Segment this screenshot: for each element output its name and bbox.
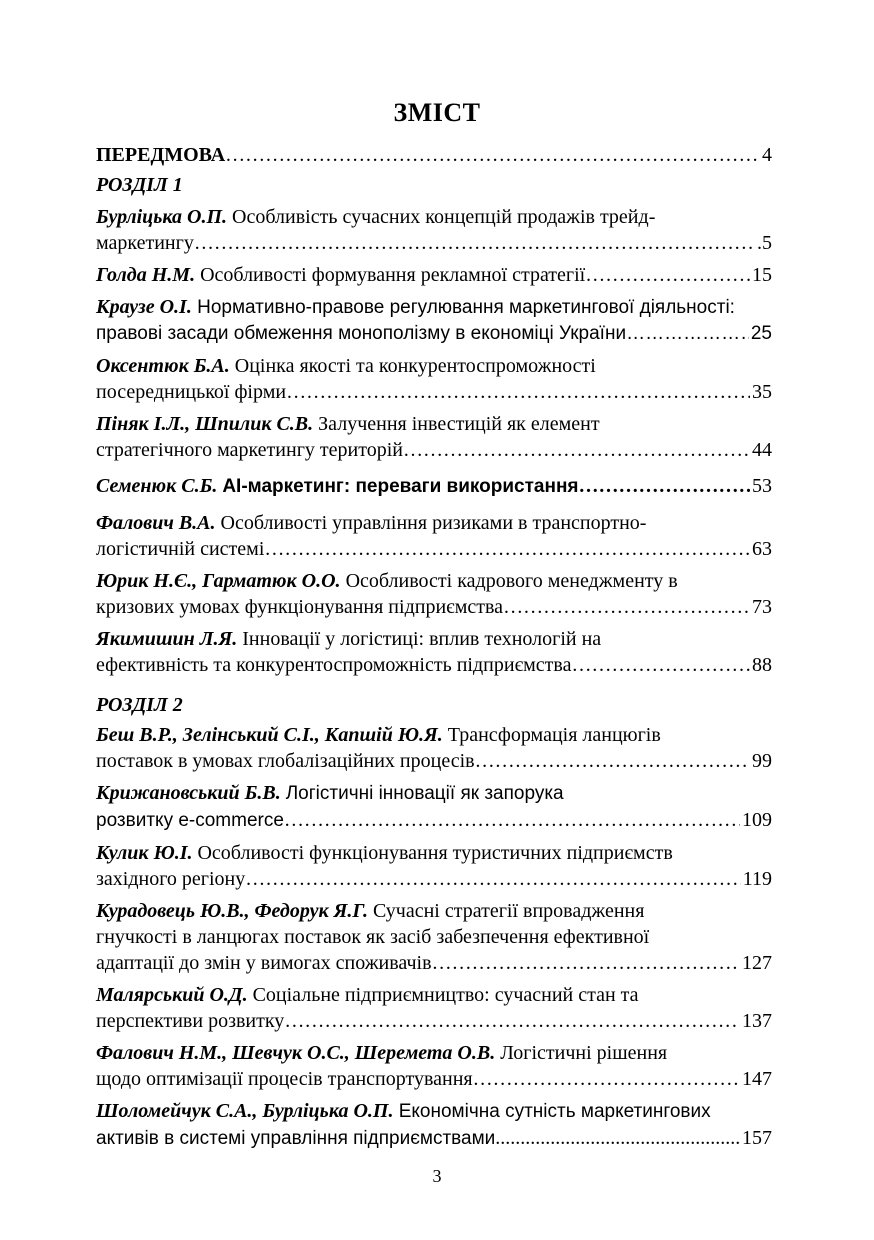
page-ref: 35 bbox=[752, 381, 772, 403]
entry-title: Особливості кадрового менеджменту в bbox=[345, 570, 678, 592]
entry-author: Якимишин Л.Я. bbox=[96, 628, 238, 650]
page-number: 3 bbox=[432, 1166, 442, 1186]
toc-entry[interactable] bbox=[96, 204, 772, 256]
entry-author: Фалович В.А. bbox=[96, 512, 216, 534]
entry-author: Бурліцька О.П. bbox=[96, 206, 228, 228]
page-ref: .5 bbox=[757, 232, 772, 254]
entry-title: AI-маркетинг: переваги використання bbox=[222, 476, 579, 497]
entry-author: Малярський О.Д. bbox=[96, 984, 248, 1006]
entry-title: Залучення інвестицій як елемент bbox=[318, 413, 600, 435]
entry-title: Особливості формування рекламної стратегії bbox=[200, 264, 586, 286]
leader-dots bbox=[225, 142, 760, 168]
leader-dots bbox=[245, 866, 740, 892]
page-ref: 157 bbox=[742, 1127, 772, 1149]
page-ref: 99 bbox=[752, 750, 772, 772]
page-ref: 127 bbox=[742, 952, 772, 974]
entry-title: Сучасні стратегії впровадження bbox=[372, 900, 645, 922]
leader-dots bbox=[585, 262, 750, 288]
entry-author: Юрик Н.Є., Гарматюк О.О. bbox=[96, 570, 341, 592]
page-ref: 44 bbox=[752, 439, 772, 461]
entry-title: активів в системі управління підприємствами bbox=[96, 1128, 496, 1149]
page-ref: 109 bbox=[742, 809, 772, 831]
entry-author: Краузе О.І. bbox=[96, 296, 192, 318]
section-heading: РОЗДІЛ 2 bbox=[96, 694, 183, 716]
leader-dots bbox=[475, 748, 750, 774]
entry-title: Трансформація ланцюгів bbox=[447, 724, 661, 746]
toc-entry[interactable] bbox=[96, 626, 772, 678]
entry-title: гнучкості в ланцюгах поставок як засіб забезпечення ефективної bbox=[96, 926, 650, 948]
entry-title: Логістичні інновації як запорука bbox=[285, 783, 564, 804]
entry-title: Особливості функціонування туристичних підприємств bbox=[197, 842, 673, 864]
toc-entry[interactable] bbox=[96, 840, 772, 892]
entry-title: Інновації у логістиці: вплив технологій на bbox=[242, 628, 602, 650]
page-ref: 63 bbox=[752, 538, 772, 560]
leader-dots bbox=[264, 536, 750, 562]
leader-dots bbox=[503, 594, 750, 620]
entry-title: розвитку e-commerce bbox=[96, 810, 284, 831]
entry-title: Особливість сучасних концепцій продажів трейд- bbox=[232, 206, 656, 228]
entry-title: адаптації до змін у вимогах споживачів bbox=[96, 952, 432, 974]
entry-author: Курадовець Ю.В., Федорук Я.Г. bbox=[96, 900, 368, 922]
entry-title: Логістичні рішення bbox=[500, 1042, 668, 1064]
entry-title: Соціальне підприємництво: сучасний стан та bbox=[252, 984, 639, 1006]
page-ref: 137 bbox=[742, 1010, 772, 1032]
entry-author: Семенюк С.Б. bbox=[96, 475, 218, 497]
entry-author: Кулик Ю.І. bbox=[96, 842, 193, 864]
entry-title: Економічна сутність маркетингових bbox=[398, 1101, 711, 1122]
preface-label: ПЕРЕДМОВА bbox=[96, 144, 226, 166]
toc-entry[interactable] bbox=[96, 510, 772, 562]
toc-entry[interactable] bbox=[96, 568, 772, 620]
leader-dots bbox=[571, 652, 750, 678]
entry-title: західного регіону bbox=[96, 868, 246, 890]
toc-entry[interactable] bbox=[96, 294, 772, 347]
page-ref: 4 bbox=[762, 144, 772, 166]
entry-title: Особливості управління ризиками в транспортно- bbox=[220, 512, 647, 534]
leader-dots bbox=[284, 807, 740, 833]
leader-dots bbox=[626, 321, 749, 347]
page-ref: 119 bbox=[742, 868, 772, 890]
entry-author: Оксентюк Б.А. bbox=[96, 355, 230, 377]
leader-dots bbox=[284, 1008, 740, 1034]
toc-entry[interactable] bbox=[96, 780, 772, 834]
toc-entry[interactable] bbox=[96, 353, 772, 405]
entry-author: Голда Н.М. bbox=[96, 264, 196, 286]
page-ref: 88 bbox=[752, 654, 772, 676]
entry-author: Фалович Н.М., Шевчук О.С., Шеремета О.В. bbox=[96, 1042, 496, 1064]
entry-title: правові засади обмеження монополізму в економіці України bbox=[96, 323, 627, 344]
entry-title: щодо оптимізації процесів транспортування bbox=[96, 1068, 473, 1090]
entry-title: Нормативно-правове регулювання маркетингової діяльності: bbox=[197, 297, 735, 318]
leader-dots bbox=[495, 1125, 740, 1151]
entry-author: Беш В.Р., Зелінський С.І., Капшій Ю.Я. bbox=[96, 724, 443, 746]
entry-title: кризових умовах функціонування підприємства bbox=[96, 596, 504, 618]
entry-title: ефективність та конкурентоспроможність підприємства bbox=[96, 654, 572, 676]
toc-entry[interactable] bbox=[96, 1040, 772, 1092]
page-title: ЗМІСТ bbox=[393, 98, 481, 127]
toc-entry[interactable] bbox=[96, 898, 772, 976]
entry-author: Піняк І.Л., Шпилик С.В. bbox=[96, 413, 314, 435]
toc-entry[interactable] bbox=[96, 722, 772, 774]
entry-title: Оцінка якості та конкурентоспроможності bbox=[234, 355, 596, 377]
entry-title: посередницької фірми bbox=[96, 381, 287, 403]
toc-entry[interactable] bbox=[96, 473, 772, 500]
leader-dots bbox=[473, 1066, 740, 1092]
toc-entry[interactable] bbox=[96, 1098, 772, 1152]
entry-title: перспективи розвитку bbox=[96, 1010, 285, 1032]
section-heading: РОЗДІЛ 1 bbox=[96, 174, 183, 196]
entry-title: поставок в умовах глобалізаційних процесів bbox=[96, 750, 475, 772]
page-ref: 73 bbox=[752, 596, 772, 618]
leader-dots bbox=[286, 379, 750, 405]
leader-dots bbox=[432, 950, 740, 976]
entry-title: стратегічного маркетингу територій bbox=[96, 439, 403, 461]
table-of-contents bbox=[96, 142, 772, 1152]
toc-entry[interactable] bbox=[96, 411, 772, 463]
toc-entry[interactable] bbox=[96, 982, 772, 1034]
page-ref: 53 bbox=[752, 475, 772, 497]
toc-preface[interactable] bbox=[96, 142, 772, 168]
leader-dots bbox=[194, 230, 755, 256]
entry-title: логістичній системі bbox=[96, 538, 265, 560]
leader-dots bbox=[579, 473, 750, 499]
page-ref: 15 bbox=[752, 264, 772, 286]
leader-dots bbox=[403, 437, 750, 463]
entry-author: Шоломейчук С.А., Бурліцька О.П. bbox=[96, 1100, 394, 1122]
entry-author: Крижановський Б.В. bbox=[96, 782, 281, 804]
entry-title: маркетингу bbox=[96, 232, 194, 254]
page-ref: 25 bbox=[750, 323, 772, 344]
page-ref: 147 bbox=[742, 1068, 772, 1090]
toc-entry[interactable] bbox=[96, 262, 772, 288]
